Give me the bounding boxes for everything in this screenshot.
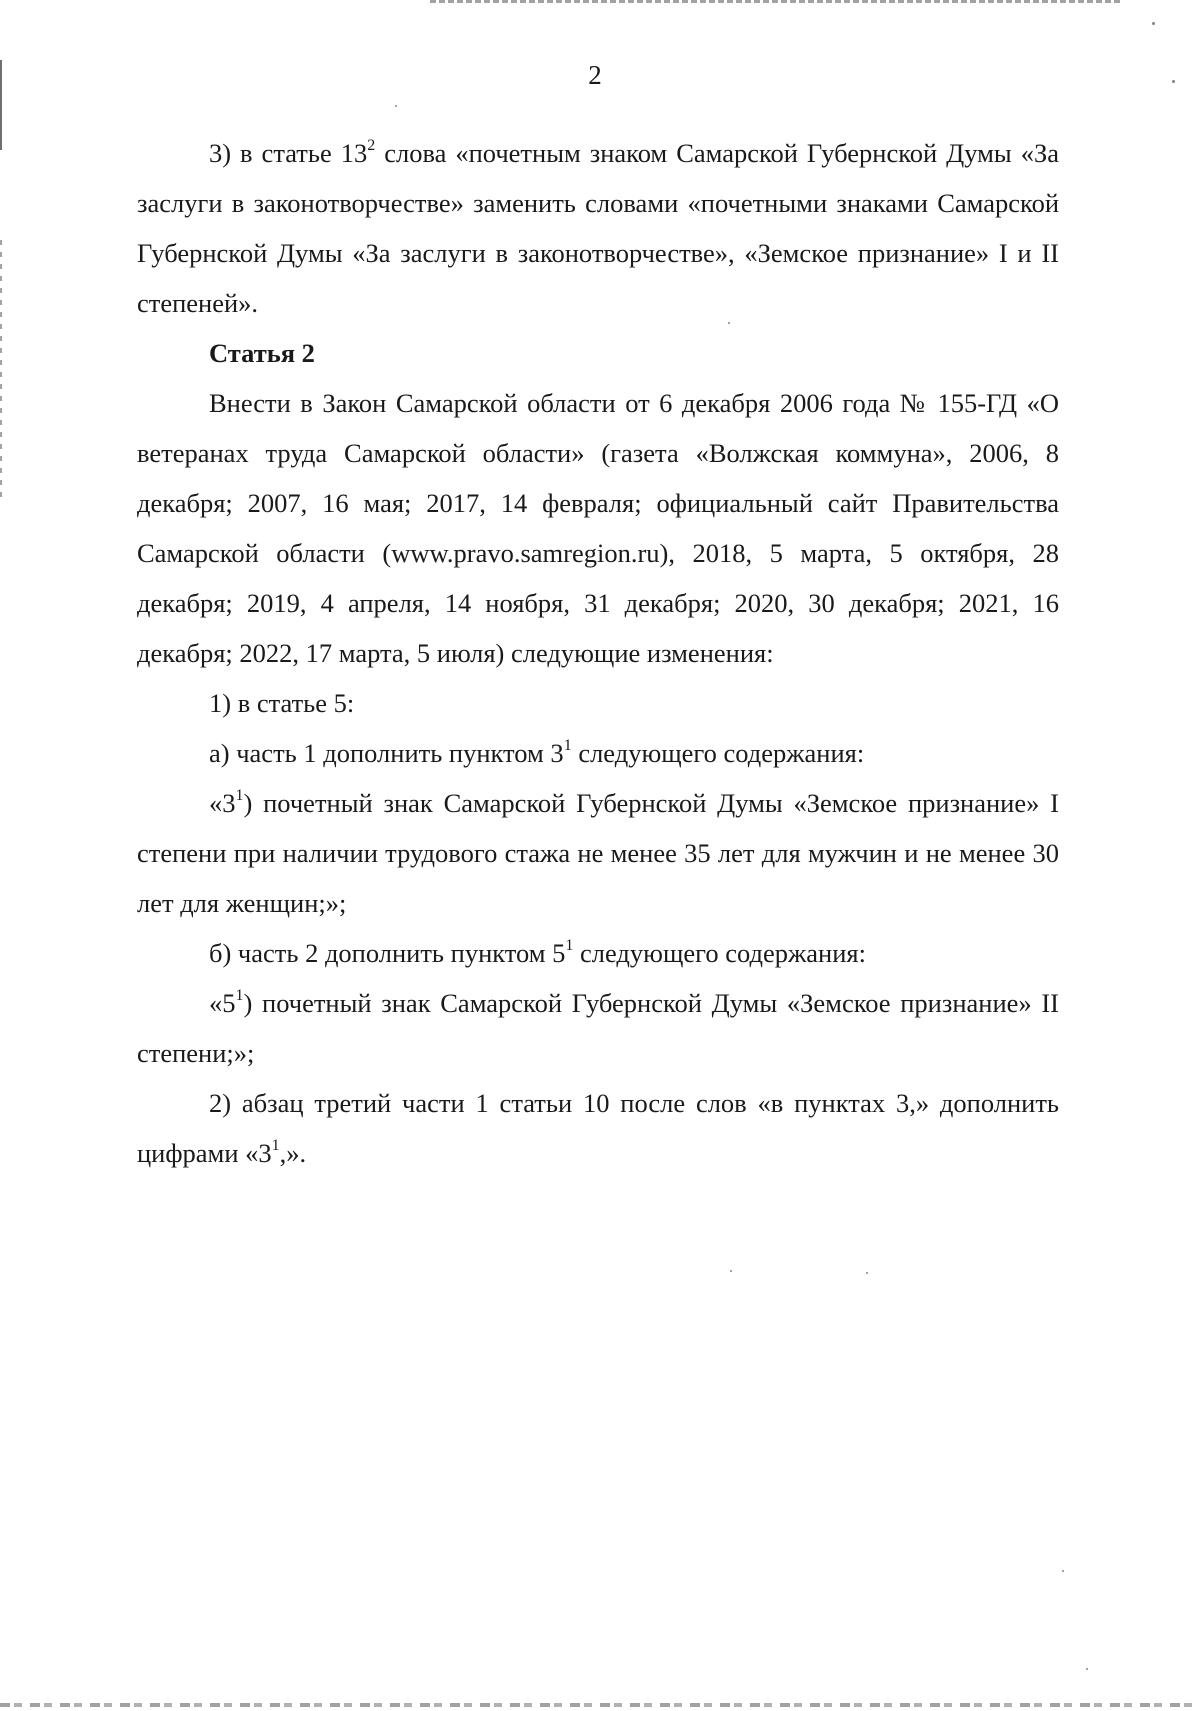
text-run: следующего содержания: [573,938,866,968]
text-run: «5 [209,988,236,1018]
paragraph-item2 [137,1078,1059,1178]
text-run: слова «почетным знаком Самарской Губернской Думы «За заслуги в законотворчестве» заменить словами «почетными знаками Самарской Губернской Думы «За заслуги в законотворчестве», «Земское признание» I и II степеней». [137,138,1059,318]
scan-speck [730,1270,732,1272]
scan-speck [1062,1570,1064,1572]
scan-artifact-left-edge-dashed [0,240,2,500]
text-run: следующего содержания: [571,738,865,768]
scan-speck [395,105,397,107]
scan-artifact-top-line [430,0,1120,3]
paragraph-item1b [137,928,1059,978]
text-run: 3) в статье 13 [209,138,368,168]
article-heading: Статья 2 [209,338,315,368]
text-run: «3 [209,788,236,818]
text-run: 2) абзац третий части 1 статьи 10 после слов «в пунктах 3,» дополнить цифрами «3 [137,1088,1059,1168]
superscript: 1 [563,737,572,754]
paragraph-article1-item3 [137,128,1059,328]
paragraph-item1: 1) в статье 5: [209,688,355,718]
scan-artifact-bottom-line [0,1703,1200,1707]
scan-speck [1086,1668,1088,1670]
page-number: 2 [588,60,602,90]
text-run: ,». [279,1138,307,1168]
superscript: 1 [271,1137,280,1154]
superscript: 2 [367,137,376,154]
paragraph-article2-intro: Внести в Закон Самарской области от 6 декабря 2006 года № 155-ГД «О ветеранах труда Самарской области» (газета «Волжская коммуна», 2006, 8 декабря; 2007, 16 мая; 2017, 14 февраля; официальный сайт Правительства Самарской области (www.pravo.samregion.ru), 2018, 5 марта, 5 октября, 28 декабря; 2019, 4 апреля, 14 ноября, 31 декабря; 2020, 30 декабря; 2021, 16 декабря; 2022, 17 марта, 5 июля) следующие изменения: [137,388,1059,668]
document-body [137,128,1059,1178]
superscript: 1 [235,787,244,804]
text-run: ) почетный знак Самарской Губернской Думы «Земское признание» I степени при наличии трудового стажа не менее 35 лет для мужчин и не менее 30 лет для женщин;»; [137,788,1059,918]
text-run: ) почетный знак Самарской Губернской Думы «Земское признание» II степени;»; [137,988,1059,1068]
superscript: 1 [235,987,244,1004]
scan-speck [1152,22,1155,25]
paragraph-item1a [137,728,1059,778]
paragraph-point-3-1 [137,778,1059,928]
paragraph-point-5-1 [137,978,1059,1078]
scan-speck [866,1272,868,1274]
text-run: б) часть 2 дополнить пунктом 5 [209,938,566,968]
text-run: а) часть 1 дополнить пунктом 3 [209,738,564,768]
superscript: 1 [565,937,574,954]
